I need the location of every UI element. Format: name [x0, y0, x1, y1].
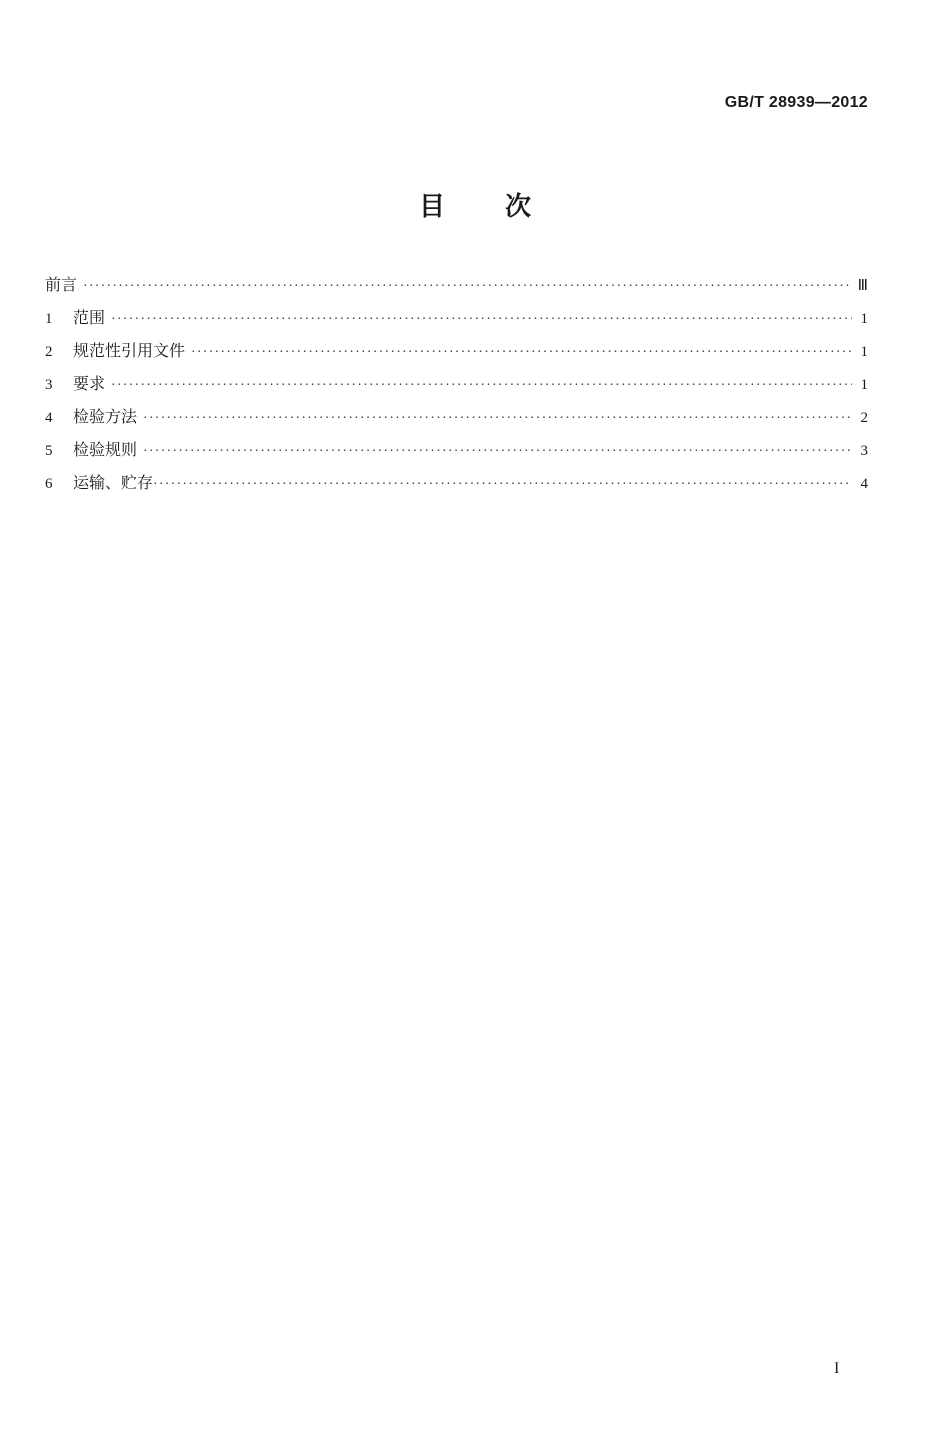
toc-entry-transport-storage[interactable] [45, 470, 868, 503]
toc-entry-label: 要求 [73, 374, 106, 393]
toc-entry-page: 1 [860, 377, 868, 393]
toc-entry-page: 1 [860, 344, 868, 360]
title-char-1: 目 [418, 192, 445, 222]
toc-entry-label: 运输、贮存 [73, 473, 154, 492]
page-title [0, 186, 950, 223]
dot-leader [111, 312, 852, 328]
toc-entry-label: 范围 [73, 308, 106, 327]
toc-entry-scope[interactable] [45, 305, 868, 338]
dot-leader [153, 477, 852, 493]
dot-leader [143, 411, 852, 427]
toc-entry-label: 规范性引用文件 [73, 341, 186, 360]
toc-entry-test-methods[interactable] [45, 404, 868, 437]
toc-entry-number: 2 [45, 344, 53, 360]
toc-entry-requirements[interactable] [45, 371, 868, 404]
dot-leader [83, 279, 852, 295]
toc-entry-inspection-rules[interactable] [45, 437, 868, 470]
toc-entry-normative-references[interactable] [45, 338, 868, 371]
toc-entry-page: 1 [860, 311, 868, 327]
toc-entry-number: 3 [45, 377, 53, 393]
toc-entry-page: 2 [860, 410, 868, 426]
toc-entry-number: 5 [45, 443, 53, 459]
dot-leader [191, 345, 852, 361]
toc-entry-label: 检验方法 [73, 407, 138, 426]
toc-entry-page: 3 [860, 443, 868, 459]
toc-entry-page: Ⅲ [857, 278, 868, 294]
toc-entry-number: 4 [45, 410, 53, 426]
toc-entry-number: 1 [45, 311, 53, 327]
title-char-2: 次 [505, 192, 532, 222]
toc-entry-label: 前言 [45, 275, 78, 294]
toc-entry-number: 6 [45, 476, 53, 492]
dot-leader [111, 378, 852, 394]
dot-leader [143, 444, 852, 460]
table-of-contents [45, 272, 868, 503]
toc-entry-page: 4 [860, 476, 868, 492]
toc-entry-label: 检验规则 [73, 440, 138, 459]
toc-entry-foreword[interactable] [45, 272, 868, 305]
page-number: I [834, 1360, 840, 1377]
standard-code: GB/T 28939—2012 [724, 94, 868, 111]
